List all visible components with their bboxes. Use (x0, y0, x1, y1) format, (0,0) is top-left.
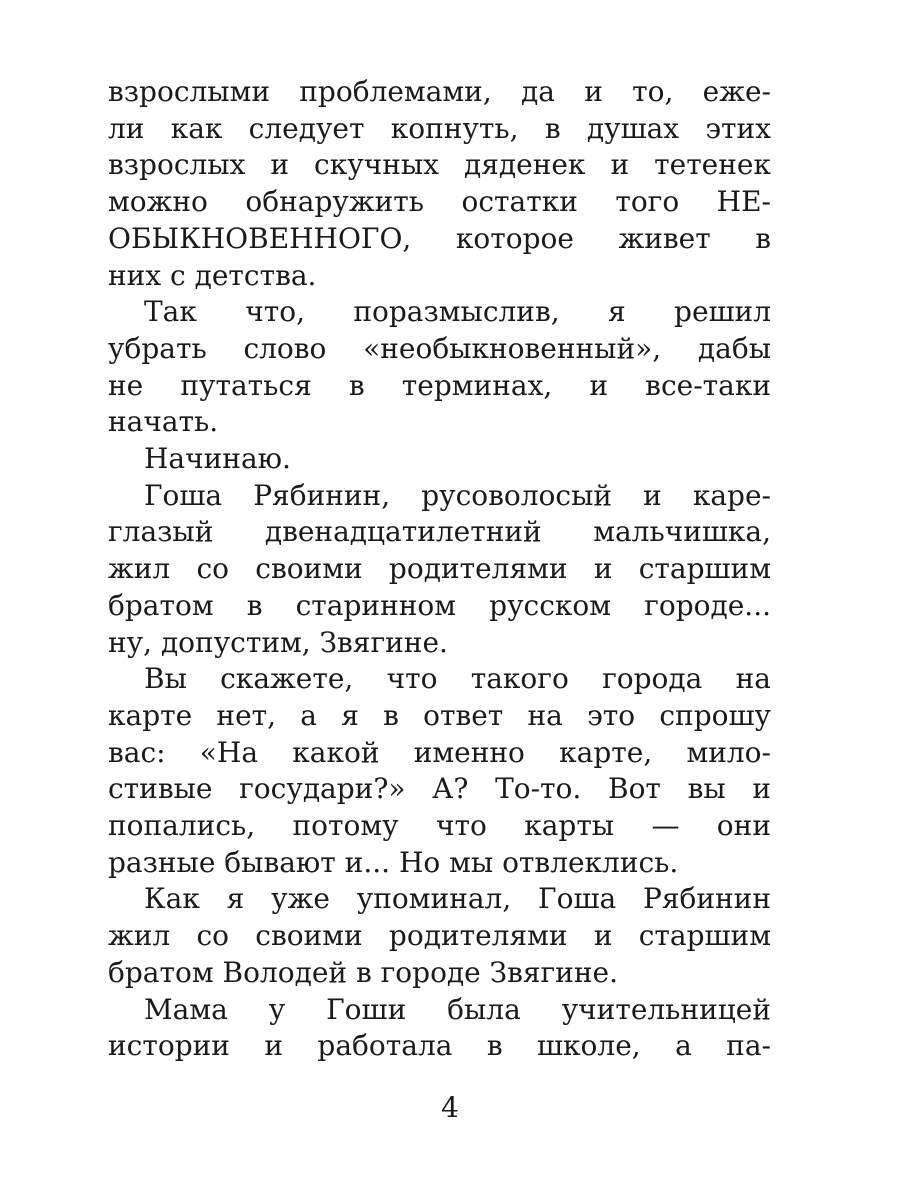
text-line: ОБЫКНОВЕННОГО, которое живет в (108, 221, 771, 255)
text-line: ну, допустим, Звягине. (108, 625, 448, 659)
text-line: карте нет, а я в ответ на это спрошу (108, 698, 771, 732)
text-line: начать. (108, 405, 219, 439)
text-line: Так что, поразмыслив, я решил (144, 295, 771, 329)
text-line: попались, потому что карты — они (108, 809, 771, 843)
text-line: взрослыми проблемами, да и то, еже- (108, 75, 771, 108)
paragraph (108, 478, 771, 662)
text-line: жил со своими родителями и старшим (108, 552, 771, 586)
paragraph (108, 441, 771, 478)
text-line: Вы скажете, что такого города на (144, 662, 771, 696)
text-line: можно обнаружить остатки того НЕ- (108, 185, 771, 219)
paragraph (108, 992, 771, 1065)
text-line: стивые государи?» А? То-то. Вот вы и (108, 772, 771, 806)
text-line: не путаться в терминах, и все-таки (108, 368, 771, 402)
text-line: Гоша Рябинин, русоволосый и каре- (144, 478, 771, 512)
text-line: братом в старинном русском городе... (108, 588, 771, 622)
text-line: ли как следует копнуть, в душах этих (108, 111, 771, 145)
text-line: разные бывают и... Но мы отвлеклись. (108, 845, 679, 879)
page-number: 4 (441, 1091, 459, 1124)
text-line: Начинаю. (144, 442, 291, 476)
text-line: вас: «На какой именно карте, мило- (108, 735, 771, 769)
paragraph (108, 661, 771, 881)
text-line: взрослых и скучных дяденек и тетенек (108, 148, 771, 182)
page-body (108, 74, 771, 1065)
paragraph (108, 74, 771, 294)
paragraph (108, 881, 771, 991)
text-line: истории и работала в школе, а па- (108, 1029, 771, 1063)
text-line: жил со своими родителями и старшим (108, 919, 771, 953)
text-line: глазый двенадцатилетний мальчишка, (108, 515, 771, 549)
text-line: убрать слово «необыкновенный», дабы (108, 331, 771, 365)
text-line: них с детства. (108, 258, 317, 292)
text-line: Как я уже упоминал, Гоша Рябинин (144, 882, 771, 916)
text-line: Мама у Гоши была учительницей (144, 992, 771, 1026)
paragraph (108, 294, 771, 441)
text-line: братом Володей в городе Звягине. (108, 955, 618, 989)
